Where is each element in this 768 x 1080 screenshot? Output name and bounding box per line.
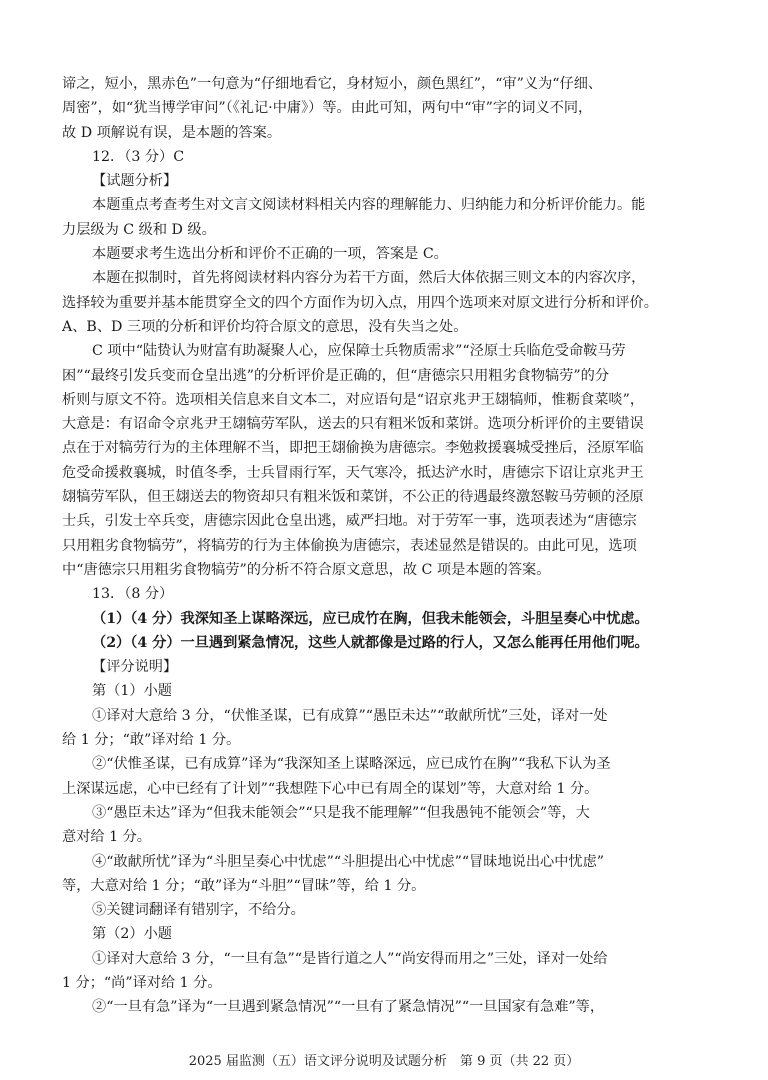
text-line: 给 1 分；“敢”译对给 1 分。 <box>62 732 241 749</box>
text-line: ①译对大意给 3 分，“伏惟圣谋，已有成算”“愚臣未达”“敢献所忧”三处，译对一处 <box>92 707 608 724</box>
text-line: 上深谋远虑，心中已经有了计划”“我想陛下心中已有周全的谋划”等，大意对给 1 分。 <box>62 780 599 797</box>
text-line: ②“伏惟圣谋，已有成算”译为“我深知圣上谋略深远，应已成竹在胸”“我私下认为圣 <box>92 756 611 773</box>
text-line: 危受命援救襄城，时值冬季，士兵冒雨行军，天气寒冷，抵达浐水时，唐德宗下诏让京兆尹王 <box>62 464 644 481</box>
text-line: 本题要求考生选出分析和评价不正确的一项，答案是 C。 <box>92 246 448 263</box>
text-line: 中“唐德宗只用粗劣食物犒劳”的分析不符合原文意思，故 C 项是本题的答案。 <box>62 561 551 578</box>
question-13-heading: 13．（8 分） <box>92 586 174 603</box>
text-line: 本题在拟制时，首先将阅读材料内容分为若干方面，然后大体依据三则文本的内容次序， <box>92 270 646 287</box>
text-line: 困”“最终引发兵变而仓皇出逃”的分析评价是正确的，但“唐德宗只用粗劣食物犒劳”的分 <box>62 367 610 384</box>
text-line: A、B、D 三项的分析和评价均符合原文的意思，没有失当之处。 <box>62 318 468 335</box>
answer-2: （2）（4 分）一旦遇到紧急情况，这些人就都像是过路的行人，又怎么能再任用他们呢。 <box>92 634 649 651</box>
text-line: 析则与原文不符。选项相关信息来自文本二，对应语句是“诏京兆尹王翃犒师，惟粝食菜啖”， <box>62 391 645 408</box>
text-line: 选择较为重要并基本能贯穿全文的四个方面作为切入点，用四个选项来对原文进行分析和评价。 <box>62 294 658 311</box>
text-line: 只用粗劣食物犒劳”，将犒劳的行为主体偷换为唐德宗，表述显然是错误的。由此可见，选项 <box>62 537 637 554</box>
subquestion-1-heading: 第（1）小题 <box>92 683 172 700</box>
question-12-heading: 12．（3 分）C <box>92 148 185 165</box>
text-line: ①译对大意给 3 分，“一旦有急”“是皆行道之人”“尚安得而用之”三处，译对一处给 <box>92 950 608 967</box>
text-line: 周密”，如“犹当博学审问”（《礼记·中庸》）等。由此可知，两句中“审”字的词义不同， <box>62 100 593 117</box>
text-line: ⑤关键词翻译有错别字，不给分。 <box>92 902 305 919</box>
text-line: ③“愚臣未达”译为“但我未能领会”“只是我不能理解”“但我愚钝不能领会”等，大 <box>92 804 590 821</box>
text-line: 等，大意对给 1 分；“敢”译为“斗胆”“冒昧”等，给 1 分。 <box>62 877 426 894</box>
text-line: 意对给 1 分。 <box>62 829 151 846</box>
subquestion-2-heading: 第（2）小题 <box>92 926 172 943</box>
text-line: 翃犒劳军队，但王翃送去的物资却只有粗米饭和菜饼，不公正的待遇最终激怒鞍马劳顿的泾原 <box>62 489 644 506</box>
text-line: 本题重点考查考生对文言文阅读材料相关内容的理解能力、归纳能力和分析评价能力。能 <box>92 197 646 214</box>
text-line: 谛之，短小，黑赤色”一句意为“仔细地看它，身材短小，颜色黑红”，“审”义为“仔细、 <box>62 76 603 92</box>
text-line: 1 分；“尚”译对给 1 分。 <box>62 974 222 991</box>
document-body <box>62 72 712 1020</box>
text-line: 点在于对犒劳行为的主体理解不当，即把王翃偷换为唐德宗。李勉救援襄城受挫后，泾原军临 <box>62 440 644 457</box>
text-line: 士兵，引发士卒兵变，唐德宗因此仓皇出逃，威严扫地。对于劳军一事，选项表述为“唐德宗 <box>62 513 637 530</box>
text-line: 力层级为 C 级和 D 级。 <box>62 221 216 238</box>
text-line: 大意是：有诏命令京兆尹王翃犒劳军队，送去的只有粗米饭和菜饼。选项分析评价的主要错误 <box>62 416 644 433</box>
scoring-heading: 【评分说明】 <box>92 659 178 676</box>
page-footer: 2025 届监测（五）语文评分说明及试题分析 第 9 页（共 22 页） <box>188 1054 580 1069</box>
text-line: ④“敢献所忧”译为“斗胆呈奏心中忧虑”“斗胆提出心中忧虑”“冒昧地说出心中忧虑” <box>92 853 605 870</box>
answer-1: （1）（4 分）我深知圣上谋略深远，应已成竹在胸，但我未能领会，斗胆呈奏心中忧虑。 <box>92 610 649 627</box>
text-line: C 项中“陆贽认为财富有助凝聚人心，应保障士兵物质需求”“泾原士兵临危受命鞍马劳 <box>92 343 626 360</box>
analysis-heading: 【试题分析】 <box>92 173 178 190</box>
text-line: ②“一旦有急”译为“一旦遇到紧急情况”“一旦有了紧急情况”“一旦国家有急难”等， <box>92 999 605 1016</box>
text-line: 故 D 项解说有误，是本题的答案。 <box>62 124 282 141</box>
